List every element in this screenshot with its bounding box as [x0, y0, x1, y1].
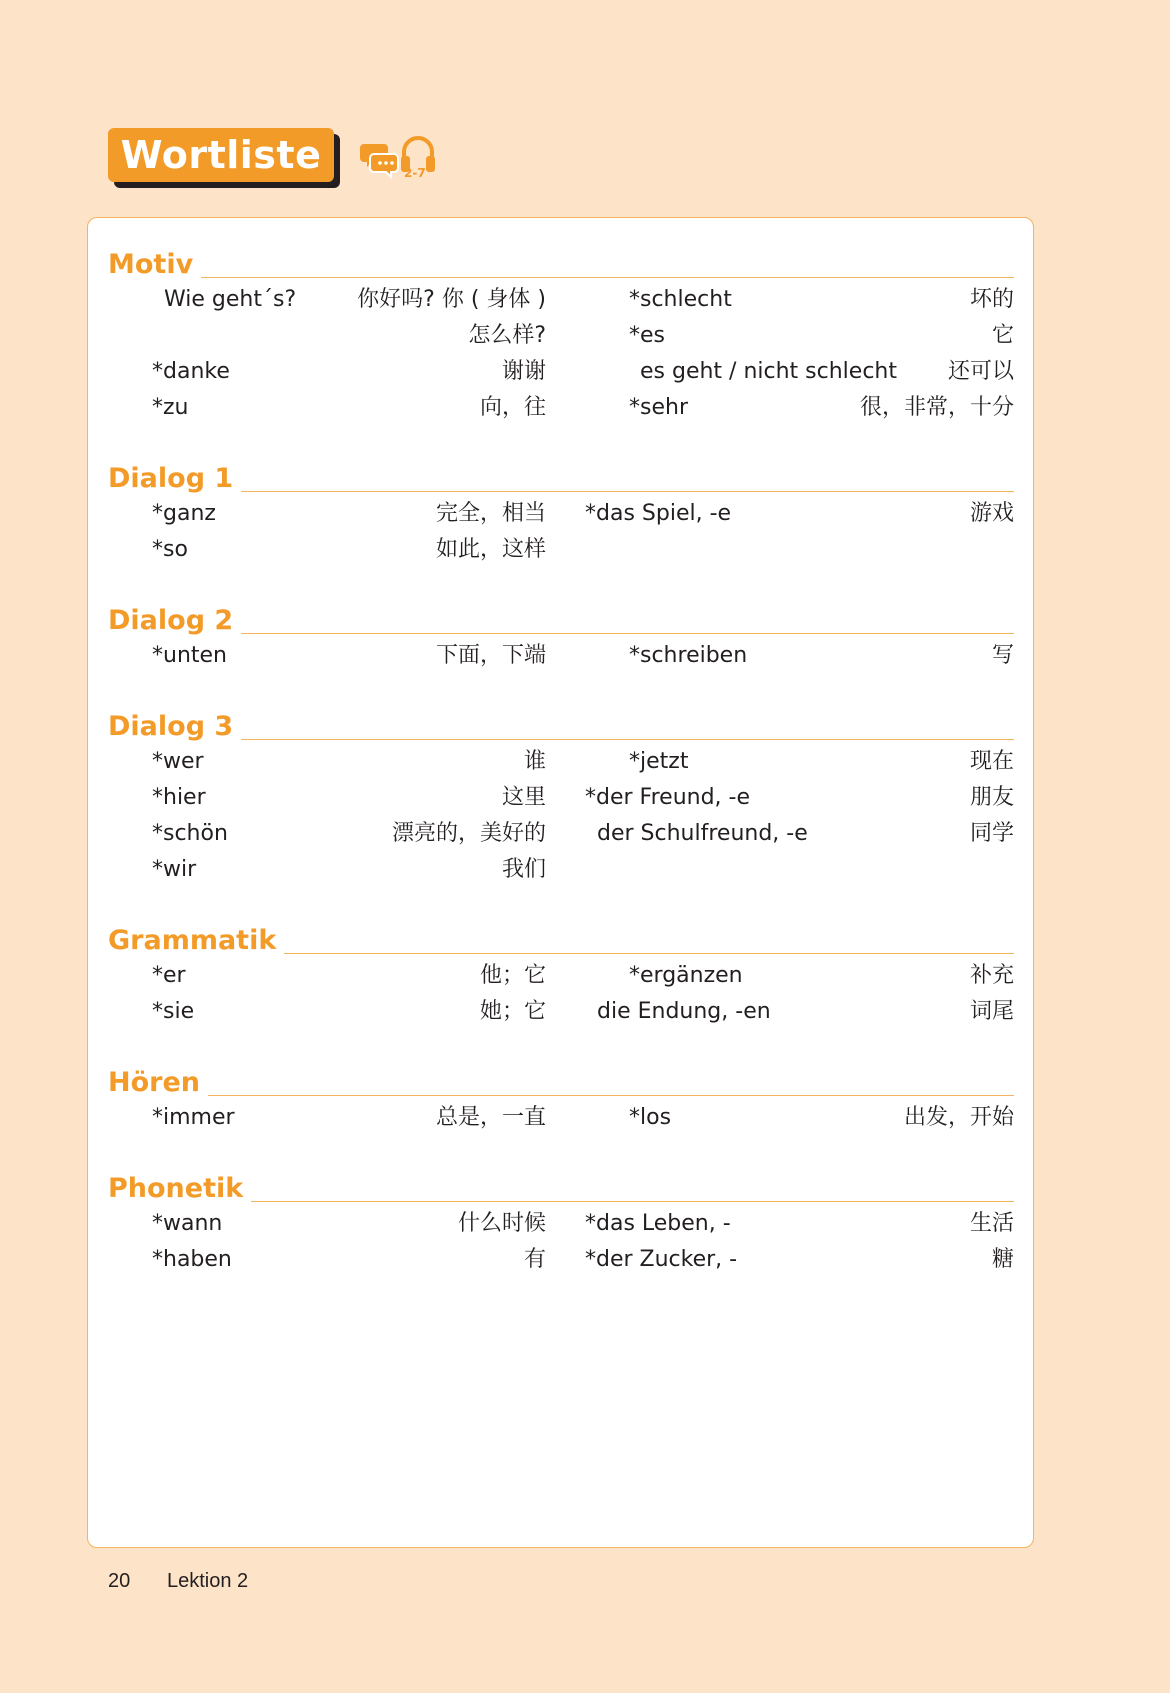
german-term: *wann [152, 1211, 223, 1236]
chinese-translation: 出发，开始 [903, 1105, 1014, 1130]
chinese-translation: 还可以 [947, 359, 1014, 384]
section-header [108, 708, 1014, 742]
section-rule [108, 739, 1014, 740]
chinese-translation: 谁 [523, 749, 546, 774]
section-header [108, 1064, 1014, 1098]
chinese-translation: 很，非常，十分 [859, 395, 1014, 420]
wortliste-title [108, 128, 334, 182]
german-term: *ganz [152, 501, 216, 526]
german-term: *schön [152, 821, 228, 846]
vocab-row [108, 816, 1014, 852]
chinese-translation: 怎么样? [468, 323, 546, 348]
vocab-row [108, 780, 1014, 816]
chinese-translation: 它 [991, 323, 1014, 348]
chinese-translation: 糖 [991, 1247, 1014, 1272]
section-header [108, 246, 1014, 280]
german-term: *zu [152, 395, 189, 420]
section-header [108, 460, 1014, 494]
vocab-row [108, 1100, 1014, 1136]
page-number: 20 [108, 1570, 131, 1592]
vocab-row [108, 744, 1014, 780]
section-title: Dialog 2 [108, 606, 241, 636]
page-title: Wortliste [108, 128, 334, 182]
german-term: *das Leben, - [585, 1211, 731, 1236]
german-term: *sehr [629, 395, 688, 420]
german-term: *ergänzen [629, 963, 743, 988]
vocab-row [108, 390, 1014, 426]
vocab-row [108, 852, 1014, 888]
section-dialog-3 [108, 708, 1014, 888]
section-motiv [108, 246, 1014, 426]
german-term: *danke [152, 359, 230, 384]
chinese-translation: 写 [991, 643, 1014, 668]
vocab-row [108, 1206, 1014, 1242]
section-rule [108, 633, 1014, 634]
chinese-translation: 朋友 [969, 785, 1014, 810]
speech-bubbles-icon [360, 144, 398, 177]
german-term: *sie [152, 999, 195, 1024]
german-term: *schlecht [629, 287, 732, 312]
vocab-row [108, 354, 1014, 390]
chinese-translation: 谢谢 [501, 359, 546, 384]
german-term: der Schulfreund, -e [597, 821, 808, 846]
section-title: Phonetik [108, 1174, 251, 1204]
chinese-translation: 补充 [969, 963, 1014, 988]
section-rule [108, 491, 1014, 492]
chinese-translation: 坏的 [969, 287, 1014, 312]
german-term: *hier [152, 785, 206, 810]
vocab-row [108, 496, 1014, 532]
section-rule [108, 277, 1014, 278]
german-term: *so [152, 537, 188, 562]
german-term: *wer [152, 749, 204, 774]
chinese-translation: 总是，一直 [435, 1105, 546, 1130]
chinese-translation: 我们 [501, 857, 546, 882]
chinese-translation: 这里 [501, 785, 546, 810]
chinese-translation: 你好吗? 你 ( 身体 ) [357, 287, 546, 312]
german-term: *immer [152, 1105, 235, 1130]
german-term: *er [152, 963, 186, 988]
lesson-label: Lektion 2 [167, 1570, 249, 1592]
german-term: *wir [152, 857, 197, 882]
section-dialog-2 [108, 602, 1014, 674]
chinese-translation: 她；它 [479, 999, 546, 1024]
chinese-translation: 向，往 [479, 395, 546, 420]
section-grammatik [108, 922, 1014, 1030]
vocab-row [108, 958, 1014, 994]
chinese-translation: 什么时候 [457, 1211, 546, 1236]
german-term: *haben [152, 1247, 232, 1272]
chinese-translation: 有 [523, 1247, 546, 1272]
chinese-translation: 游戏 [969, 501, 1014, 526]
german-term: *der Zucker, - [585, 1247, 738, 1272]
german-term: *das Spiel, -e [585, 501, 732, 526]
vocab-row [108, 282, 1014, 318]
chinese-translation: 生活 [969, 1211, 1014, 1236]
german-term: es geht / nicht schlecht [640, 359, 897, 384]
german-term: *unten [152, 643, 227, 668]
vocab-row [108, 1242, 1014, 1278]
section-title: Motiv [108, 250, 201, 280]
vocab-row [108, 532, 1014, 568]
german-term: *los [629, 1105, 672, 1130]
section-title: Grammatik [108, 926, 284, 956]
vocab-row [108, 638, 1014, 674]
section-title: Dialog 3 [108, 712, 241, 742]
track-number: 2-7 [404, 166, 426, 180]
chinese-translation: 同学 [969, 821, 1014, 846]
section-rule [108, 1095, 1014, 1096]
audio-icons [360, 132, 440, 184]
chinese-translation: 漂亮的，美好的 [391, 821, 546, 846]
section-header [108, 922, 1014, 956]
section-title: Dialog 1 [108, 464, 241, 494]
chinese-translation: 完全，相当 [435, 501, 546, 526]
german-term: Wie geht´s? [164, 287, 297, 312]
chinese-translation: 如此，这样 [435, 537, 546, 562]
section-header [108, 602, 1014, 636]
chinese-translation: 他；它 [479, 963, 546, 988]
chinese-translation: 词尾 [969, 999, 1014, 1024]
section-phonetik [108, 1170, 1014, 1278]
section-title: Hören [108, 1068, 208, 1098]
chinese-translation: 下面，下端 [435, 643, 546, 668]
vocab-row [108, 318, 1014, 354]
german-term: die Endung, -en [597, 999, 771, 1024]
german-term: *jetzt [629, 749, 689, 774]
german-term: *schreiben [629, 643, 748, 668]
section-header [108, 1170, 1014, 1204]
vocab-row [108, 994, 1014, 1030]
section-hoeren [108, 1064, 1014, 1136]
german-term: *der Freund, -e [585, 785, 750, 810]
chinese-translation: 现在 [969, 749, 1014, 774]
german-term: *es [629, 323, 665, 348]
section-dialog-1 [108, 460, 1014, 568]
